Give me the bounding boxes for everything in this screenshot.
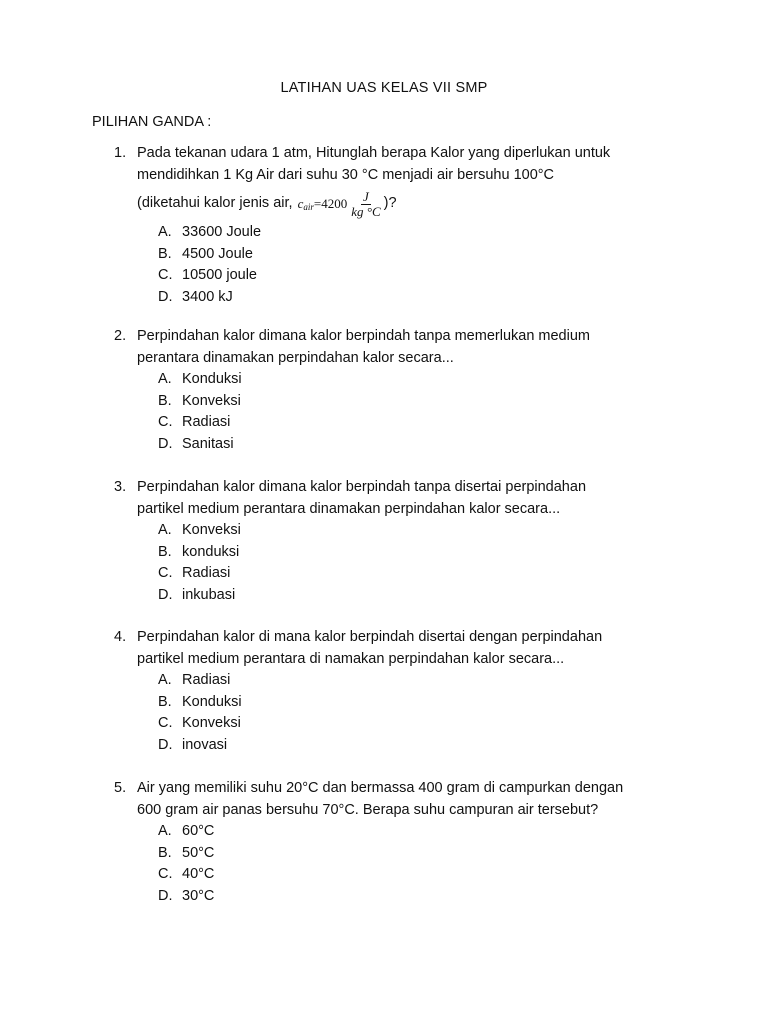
option-d <box>158 434 714 456</box>
option-text: Radiasi <box>182 565 231 581</box>
formula-value: 4200 <box>321 196 348 212</box>
option-a <box>158 369 714 391</box>
formula-symbol: c <box>297 196 304 212</box>
question-text-line: mendidihkan 1 Kg Air dari suhu 30 °C menjadi air bersuhu 100°C <box>137 166 555 183</box>
option-letter: C. <box>158 866 173 882</box>
question-number: 3. <box>114 479 127 495</box>
question-number: 1. <box>114 145 127 161</box>
fraction-denominator: kg °C <box>351 203 381 219</box>
formula-subscript: air <box>303 202 314 213</box>
option-text: Sanitasi <box>182 435 234 452</box>
option-letter: A. <box>158 672 172 688</box>
option-b <box>158 692 714 714</box>
option-letter: D. <box>158 887 173 904</box>
fraction-numerator: J <box>363 188 369 204</box>
option-a <box>158 821 714 843</box>
option-d <box>158 287 714 309</box>
option-text: 40°C <box>182 866 215 882</box>
option-letter: B. <box>158 844 172 861</box>
formula-suffix: )? <box>383 195 397 212</box>
option-letter: A. <box>158 823 172 839</box>
option-letter: D. <box>158 586 173 603</box>
option-text: 3400 kJ <box>182 288 233 305</box>
option-d <box>158 735 714 757</box>
option-text: konduksi <box>182 543 240 560</box>
option-text: 60°C <box>182 823 215 839</box>
question-text-line: Perpindahan kalor di mana kalor berpindah disertai dengan perpindahan <box>137 629 603 645</box>
option-c <box>158 412 714 434</box>
question-text-line: perantara dinamakan perpindahan kalor secara... <box>137 349 454 366</box>
question-5 <box>114 778 714 907</box>
option-text: 4500 Joule <box>182 245 253 262</box>
option-letter: B. <box>158 245 172 262</box>
question-text-line: Air yang memiliki suhu 20°C dan bermassa 400 gram di campurkan dengan <box>137 780 624 796</box>
question-text-line: Perpindahan kalor dimana kalor berpindah tanpa disertai perpindahan <box>137 479 587 495</box>
option-a <box>158 222 714 244</box>
option-a <box>158 520 714 542</box>
option-letter: D. <box>158 288 173 305</box>
option-letter: C. <box>158 715 173 731</box>
question-text-line: partikel medium perantara dinamakan perpindahan kalor secara... <box>137 500 561 517</box>
option-c <box>158 265 714 287</box>
option-letter: C. <box>158 267 173 283</box>
option-letter: A. <box>158 371 172 387</box>
option-c <box>158 563 714 585</box>
question-text-line: partikel medium perantara di namakan perpindahan kalor secara... <box>137 650 565 667</box>
option-letter: C. <box>158 565 173 581</box>
option-c <box>158 713 714 735</box>
option-a <box>158 670 714 692</box>
option-letter: D. <box>158 435 173 452</box>
option-b <box>158 542 714 564</box>
option-letter: B. <box>158 693 172 710</box>
options-list <box>158 222 714 308</box>
option-text: 50°C <box>182 844 215 861</box>
option-d <box>158 886 714 908</box>
option-letter: A. <box>158 224 172 240</box>
formula-fraction <box>349 190 382 219</box>
option-letter: D. <box>158 736 173 753</box>
question-number: 5. <box>114 780 127 796</box>
question-text-line: Perpindahan kalor dimana kalor berpindah tanpa memerlukan medium <box>137 328 590 344</box>
option-b <box>158 391 714 413</box>
option-letter: C. <box>158 414 173 430</box>
option-b <box>158 843 714 865</box>
option-text: Radiasi <box>182 414 231 430</box>
option-letter: B. <box>158 543 172 560</box>
formula-equals: = <box>313 196 322 212</box>
option-b <box>158 244 714 266</box>
option-text: Konveksi <box>182 392 241 409</box>
question-text-line: 600 gram air panas bersuhu 70°C. Berapa suhu campuran air tersebut? <box>137 801 599 818</box>
document-title: LATIHAN UAS KELAS VII SMP <box>280 80 488 96</box>
option-text: 10500 joule <box>182 267 257 283</box>
question-4 <box>114 627 714 756</box>
option-d <box>158 585 714 607</box>
option-text: 30°C <box>182 887 215 904</box>
option-text: Konveksi <box>182 522 241 538</box>
option-text: Konveksi <box>182 715 241 731</box>
option-letter: A. <box>158 522 172 538</box>
option-c <box>158 864 714 886</box>
formula-line <box>137 186 697 222</box>
options-list <box>158 821 714 907</box>
option-text: inkubasi <box>182 586 236 603</box>
option-text: inovasi <box>182 736 228 753</box>
options-list <box>158 369 714 455</box>
specific-heat-formula <box>298 193 348 215</box>
question-2 <box>114 326 714 455</box>
question-3 <box>114 477 714 606</box>
option-text: 33600 Joule <box>182 224 262 240</box>
question-text-line: Pada tekanan udara 1 atm, Hitunglah berapa Kalor yang diperlukan untuk <box>137 145 611 161</box>
option-text: Konduksi <box>182 371 242 387</box>
formula-prefix: (diketahui kalor jenis air, <box>137 195 297 212</box>
question-1 <box>114 143 714 308</box>
section-heading: PILIHAN GANDA : <box>92 114 212 130</box>
option-text: Radiasi <box>182 672 231 688</box>
option-letter: B. <box>158 392 172 409</box>
options-list <box>158 670 714 756</box>
question-number: 2. <box>114 328 127 344</box>
option-text: Konduksi <box>182 693 242 710</box>
options-list <box>158 520 714 606</box>
question-number: 4. <box>114 629 127 645</box>
